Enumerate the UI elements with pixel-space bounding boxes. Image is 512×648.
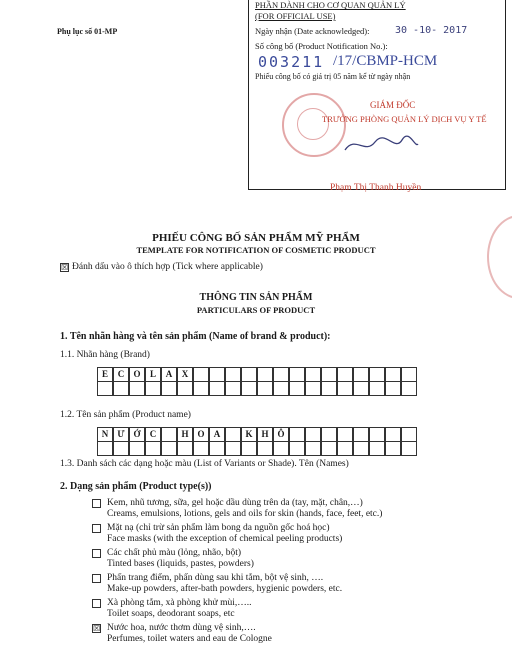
grid-cell[interactable] [369, 381, 385, 396]
grid-cell[interactable]: C [113, 367, 129, 382]
notification-suffix: /17/CBMP-HCM [333, 53, 438, 69]
official-seal-inner [297, 108, 329, 140]
grid-cell[interactable] [353, 381, 369, 396]
grid-cell[interactable] [353, 441, 369, 456]
grid-cell[interactable] [273, 381, 289, 396]
product-type-vi: Mặt nạ (chỉ trừ sản phẩm làm bong da nguồn gốc hoá học) [107, 523, 330, 533]
grid-cell[interactable] [337, 441, 353, 456]
brand-label: 1.1. Nhãn hàng (Brand) [60, 350, 150, 360]
side-seal [487, 215, 512, 299]
section-1-title: 1. Tên nhãn hàng và tên sản phẩm (Name of brand & product): [60, 331, 331, 342]
grid-cell[interactable] [385, 427, 401, 442]
grid-cell[interactable] [337, 367, 353, 382]
grid-cell[interactable]: Ư [113, 427, 129, 442]
product-type-en: Make-up powders, after-bath powders, hygienic powders, etc. [107, 584, 343, 594]
grid-cell[interactable] [289, 367, 305, 382]
grid-cell[interactable] [241, 381, 257, 396]
number-label: Số công bố (Product Notification No.): [255, 41, 388, 51]
grid-cell[interactable] [321, 427, 337, 442]
validity-note: Phiếu công bố có giá trị 05 năm kể từ ngày nhận [255, 72, 411, 81]
product-type-text [107, 598, 251, 620]
grid-cell[interactable] [257, 441, 273, 456]
official-header: PHẦN DÀNH CHO CƠ QUAN QUẢN LÝ [255, 0, 406, 10]
grid-cell[interactable] [193, 367, 209, 382]
product-type-en: Face masks (with the exception of chemical peeling products) [107, 534, 343, 544]
product-name-label: 1.2. Tên sản phẩm (Product name) [60, 410, 191, 420]
grid-cell[interactable] [401, 367, 417, 382]
grid-cell[interactable] [289, 427, 305, 442]
product-type-text [107, 623, 272, 645]
grid-cell[interactable] [177, 441, 193, 456]
tick-instruction [60, 262, 263, 272]
grid-cell[interactable] [289, 441, 305, 456]
grid-cell[interactable]: H [257, 427, 273, 442]
grid-cell[interactable] [129, 441, 145, 456]
section-2-title: 2. Dạng sản phẩm (Product type(s)) [60, 481, 212, 492]
grid-cell[interactable]: X [177, 367, 193, 382]
grid-cell[interactable] [401, 381, 417, 396]
product-type-text [107, 548, 254, 570]
grid-cell[interactable] [145, 441, 161, 456]
grid-cell[interactable] [113, 441, 129, 456]
grid-cell[interactable] [177, 381, 193, 396]
checkbox[interactable] [92, 599, 101, 608]
grid-cell[interactable] [353, 367, 369, 382]
grid-cell[interactable]: O [193, 427, 209, 442]
grid-cell[interactable] [97, 441, 113, 456]
product-type-text [107, 498, 382, 520]
grid-cell[interactable]: C [145, 427, 161, 442]
grid-cell[interactable]: K [241, 427, 257, 442]
appendix-label: Phụ lục số 01-MP [57, 27, 118, 36]
grid-cell[interactable]: O [129, 367, 145, 382]
particulars-title-vi: THÔNG TIN SẢN PHẨM [199, 292, 313, 303]
grid-cell[interactable] [369, 427, 385, 442]
grid-cell[interactable] [385, 367, 401, 382]
grid-cell[interactable] [369, 367, 385, 382]
grid-cell[interactable] [241, 367, 257, 382]
grid-cell[interactable] [289, 381, 305, 396]
grid-cell[interactable] [257, 381, 273, 396]
checkbox[interactable] [92, 549, 101, 558]
tick-instruction-text: Đánh dấu vào ô thích hợp (Tick where applicable) [72, 262, 263, 272]
grid-cell[interactable] [193, 381, 209, 396]
particulars-title-en: PARTICULARS OF PRODUCT [196, 305, 316, 315]
grid-cell[interactable] [225, 441, 241, 456]
product-type-en: Perfumes, toilet waters and eau de Cologne [107, 634, 272, 644]
product-type-item [92, 498, 502, 520]
grid-cell[interactable] [369, 441, 385, 456]
form-title-en: TEMPLATE FOR NOTIFICATION OF COSMETIC PRODUCT [136, 245, 376, 255]
director-title: GIÁM ĐỐC [370, 100, 416, 110]
product-type-en: Creams, emulsions, lotions, gels and oils for skin (hands, face, feet, etc.) [107, 509, 383, 519]
grid-cell[interactable] [257, 367, 273, 382]
grid-cell[interactable] [225, 367, 241, 382]
notification-serial: 003211 [258, 53, 325, 71]
product-type-vi: Nước hoa, nước thơm dùng vệ sinh,…. [107, 623, 256, 633]
date-label: Ngày nhận (Date acknowledged): [255, 26, 370, 36]
grid-cell[interactable] [305, 367, 321, 382]
grid-cell[interactable]: E [97, 367, 113, 382]
grid-cell[interactable] [305, 427, 321, 442]
grid-cell[interactable]: H [177, 427, 193, 442]
checkbox[interactable] [92, 574, 101, 583]
grid-cell[interactable] [97, 381, 113, 396]
grid-cell[interactable] [385, 441, 401, 456]
grid-cell[interactable]: Ô [273, 427, 289, 442]
grid-cell[interactable] [225, 427, 241, 442]
signature [340, 130, 420, 160]
grid-cell[interactable]: A [209, 427, 225, 442]
product-type-en: Toilet soaps, deodorant soaps, etc [107, 609, 235, 619]
product-type-text [107, 573, 342, 595]
brand-grid [97, 367, 417, 395]
official-subheader: (FOR OFFICIAL USE) [255, 11, 336, 21]
product-type-vi: Xà phòng tắm, xà phòng khử mùi,….. [107, 598, 252, 608]
grid-cell[interactable] [305, 381, 321, 396]
grid-cell[interactable] [161, 427, 177, 442]
grid-cell[interactable] [209, 367, 225, 382]
grid-cell[interactable] [161, 381, 177, 396]
checkbox[interactable] [92, 499, 101, 508]
grid-cell[interactable]: N [97, 427, 113, 442]
grid-cell[interactable] [129, 381, 145, 396]
grid-cell[interactable] [209, 381, 225, 396]
grid-cell[interactable]: L [145, 367, 161, 382]
product-name-grid [97, 427, 417, 455]
grid-cell[interactable] [273, 367, 289, 382]
checkbox-icon: ☒ [61, 263, 69, 272]
grid-cell[interactable] [385, 381, 401, 396]
agency-text: TRƯỞNG PHÒNG QUẢN LÝ DỊCH VỤ Y TẾ [322, 114, 487, 124]
grid-cell[interactable] [353, 427, 369, 442]
grid-cell[interactable] [401, 427, 417, 442]
form-title-vi: PHIẾU CÔNG BỐ SẢN PHẨM MỸ PHẨM [152, 232, 360, 244]
grid-cell[interactable] [161, 441, 177, 456]
checkbox[interactable] [92, 524, 101, 533]
product-types-list [92, 498, 502, 648]
variants-label: 1.3. Danh sách các dạng hoặc màu (List of Variants or Shade). Tên (Names) [60, 459, 349, 469]
grid-cell[interactable] [241, 441, 257, 456]
grid-cell[interactable] [401, 441, 417, 456]
product-type-text [107, 523, 342, 545]
grid-cell[interactable]: A [161, 367, 177, 382]
product-type-item [92, 598, 502, 620]
grid-cell[interactable] [305, 441, 321, 456]
product-type-item [92, 548, 502, 570]
grid-cell[interactable] [113, 381, 129, 396]
grid-cell[interactable] [337, 427, 353, 442]
grid-cell[interactable] [321, 381, 337, 396]
product-type-item [92, 623, 502, 645]
grid-cell[interactable] [337, 381, 353, 396]
checked-checkbox[interactable]: ☒ [93, 624, 101, 633]
grid-cell[interactable] [321, 441, 337, 456]
grid-cell[interactable] [225, 381, 241, 396]
grid-cell[interactable] [209, 441, 225, 456]
signer-name: Phạm Thị Thanh Huyền [330, 183, 422, 193]
date-value: 30 -10- 2017 [395, 25, 468, 36]
product-type-en: Tinted bases (liquids, pastes, powders) [107, 559, 254, 569]
product-type-vi: Các chất phủ màu (lỏng, nhão, bột) [107, 548, 242, 558]
product-type-vi: Phấn trang điểm, phấn dùng sau khi tắm, bột vệ sinh, …. [107, 573, 324, 583]
grid-cell[interactable] [193, 441, 209, 456]
product-type-item [92, 523, 502, 545]
grid-cell[interactable] [273, 441, 289, 456]
grid-cell[interactable]: Ớ [129, 427, 145, 442]
product-type-item [92, 573, 502, 595]
grid-cell[interactable] [321, 367, 337, 382]
grid-cell[interactable] [145, 381, 161, 396]
product-type-vi: Kem, nhũ tương, sữa, gel hoặc dầu dùng trên da (tay, mặt, chân,…) [107, 498, 363, 508]
